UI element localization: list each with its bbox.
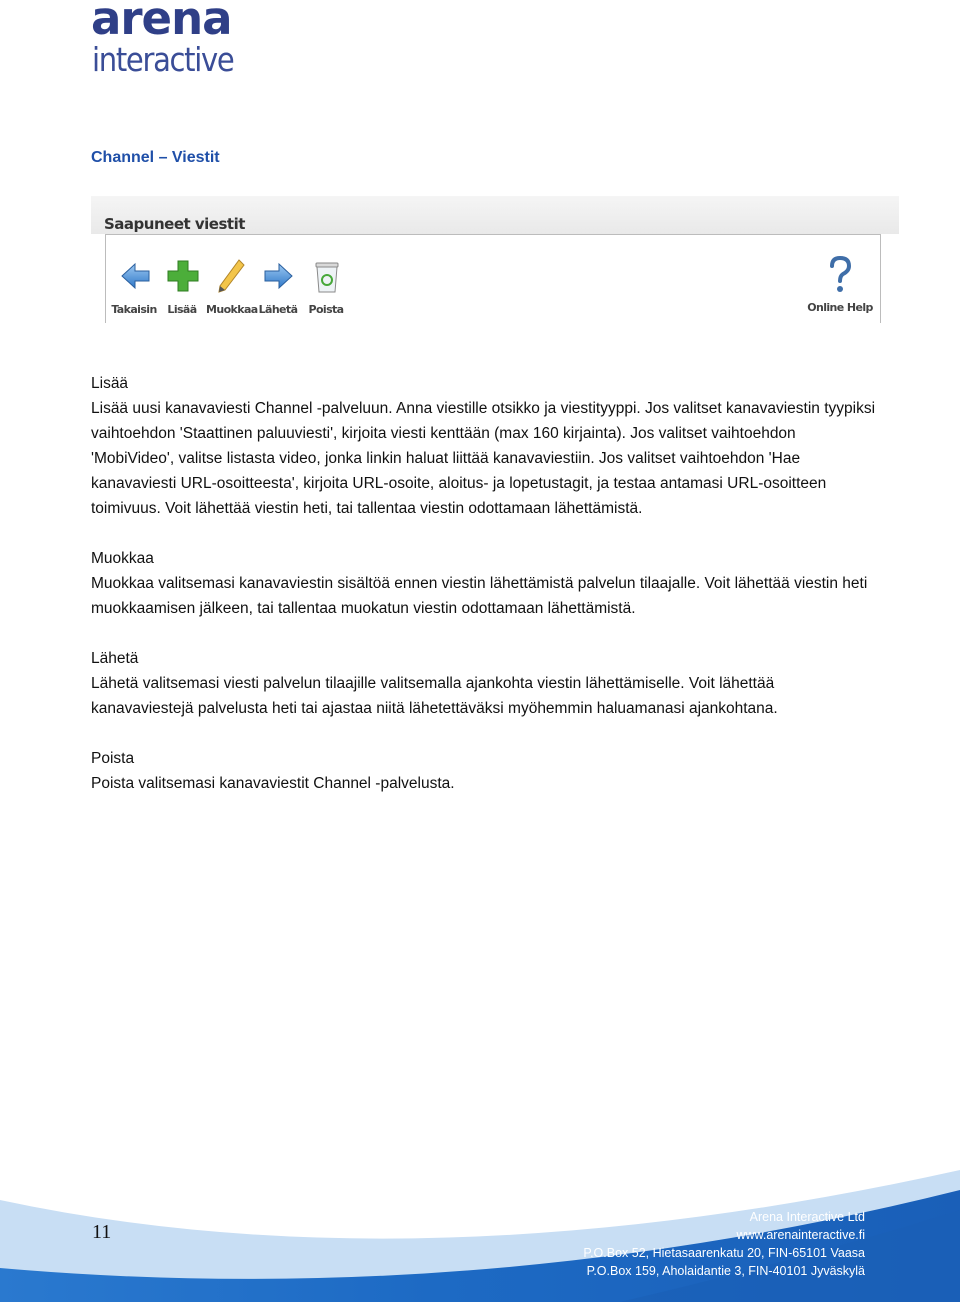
- page-heading: Channel – Viestit: [91, 149, 220, 166]
- section-title-add: Lisää: [91, 375, 129, 392]
- section-text-edit: Muokkaa valitsemasi kanavaviestin sisältöä ennen viestin lähettämistä palvelun tilaajalle. Voit lähettää viestin heti muokkaamisen jälkeen, tai tallentaa muokatun viestin odottamaan lähettämistä.: [91, 575, 868, 617]
- question-mark-icon: [824, 255, 856, 295]
- back-arrow-icon: [118, 257, 152, 295]
- online-help-label: Online Help: [807, 301, 873, 314]
- pencil-icon: [214, 257, 248, 295]
- section-text-add: Lisää uusi kanavaviesti Channel -palveluun. Anna viestille otsikko ja viestityyppi. Jos valitset kanavaviestin tyypiksi vaihtoehdon 'Staattinen paluuviesti', kirjoita viesti kenttään (max 160 kirjainta). Jos valitset vaihtoehdon 'MobiVideo', valitse listasta video, jonka linkin haluat liittää kanavaviestiin. Jos valitset vaihtoehdon 'Hae kanavaviesti URL-osoitteesta', kirjoita URL-osoite, aloitus- ja lopetustagit, ja testaa antamasi URL-osoitteen toimivuus. Voit lähettää viestin heti, tai tallentaa viestin odottamaan lähettämistä.: [91, 400, 876, 517]
- delete-button[interactable]: [302, 253, 350, 323]
- section-text-delete: Poista valitsemasi kanavaviestit Channel -palvelusta.: [91, 775, 455, 792]
- add-button[interactable]: [158, 253, 206, 323]
- screenshot-title: Saapuneet viestit: [104, 215, 245, 233]
- footer-website: www.arenainteractive.fi: [736, 1228, 865, 1242]
- online-help-button[interactable]: [806, 251, 874, 321]
- footer-contact: [445, 1208, 865, 1280]
- logo-line-2: interactive: [92, 40, 234, 79]
- footer-address-1: P.O.Box 52, Hietasaarenkatu 20, FIN-65101 Vaasa: [583, 1246, 865, 1260]
- page-number: 11: [92, 1221, 112, 1243]
- recycle-bin-icon: [310, 257, 344, 295]
- add-plus-icon: [166, 257, 200, 295]
- toolbar-screenshot: [91, 196, 899, 323]
- logo-line-1: arena: [91, 0, 232, 45]
- back-button[interactable]: [110, 253, 158, 323]
- send-arrow-icon: [262, 257, 296, 295]
- section-text-send: Lähetä valitsemasi viesti palvelun tilaajille valitsemalla ajankohta viestin lähettämiselle. Voit lähettää kanavaviestejä palvelusta heti tai ajastaa niitä lähetettäväksi myöhemmin haluamanasi ajankohtana.: [91, 675, 778, 717]
- add-label: Lisää: [167, 303, 197, 316]
- toolbar-panel: [105, 234, 881, 323]
- footer-address-2: P.O.Box 159, Aholaidantie 3, FIN-40101 Jyväskylä: [586, 1264, 865, 1278]
- section-title-delete: Poista: [91, 750, 135, 767]
- main-content: [91, 371, 881, 796]
- footer-company: Arena Interactive Ltd: [749, 1210, 865, 1224]
- company-logo: [91, 2, 261, 82]
- send-button[interactable]: [254, 253, 302, 323]
- edit-button[interactable]: [206, 253, 258, 323]
- section-title-edit: Muokkaa: [91, 550, 154, 567]
- back-label: Takaisin: [111, 303, 157, 316]
- section-title-send: Lähetä: [91, 650, 139, 667]
- delete-label: Poista: [308, 303, 344, 316]
- edit-label: Muokkaa: [206, 303, 258, 316]
- send-label: Lähetä: [258, 303, 298, 316]
